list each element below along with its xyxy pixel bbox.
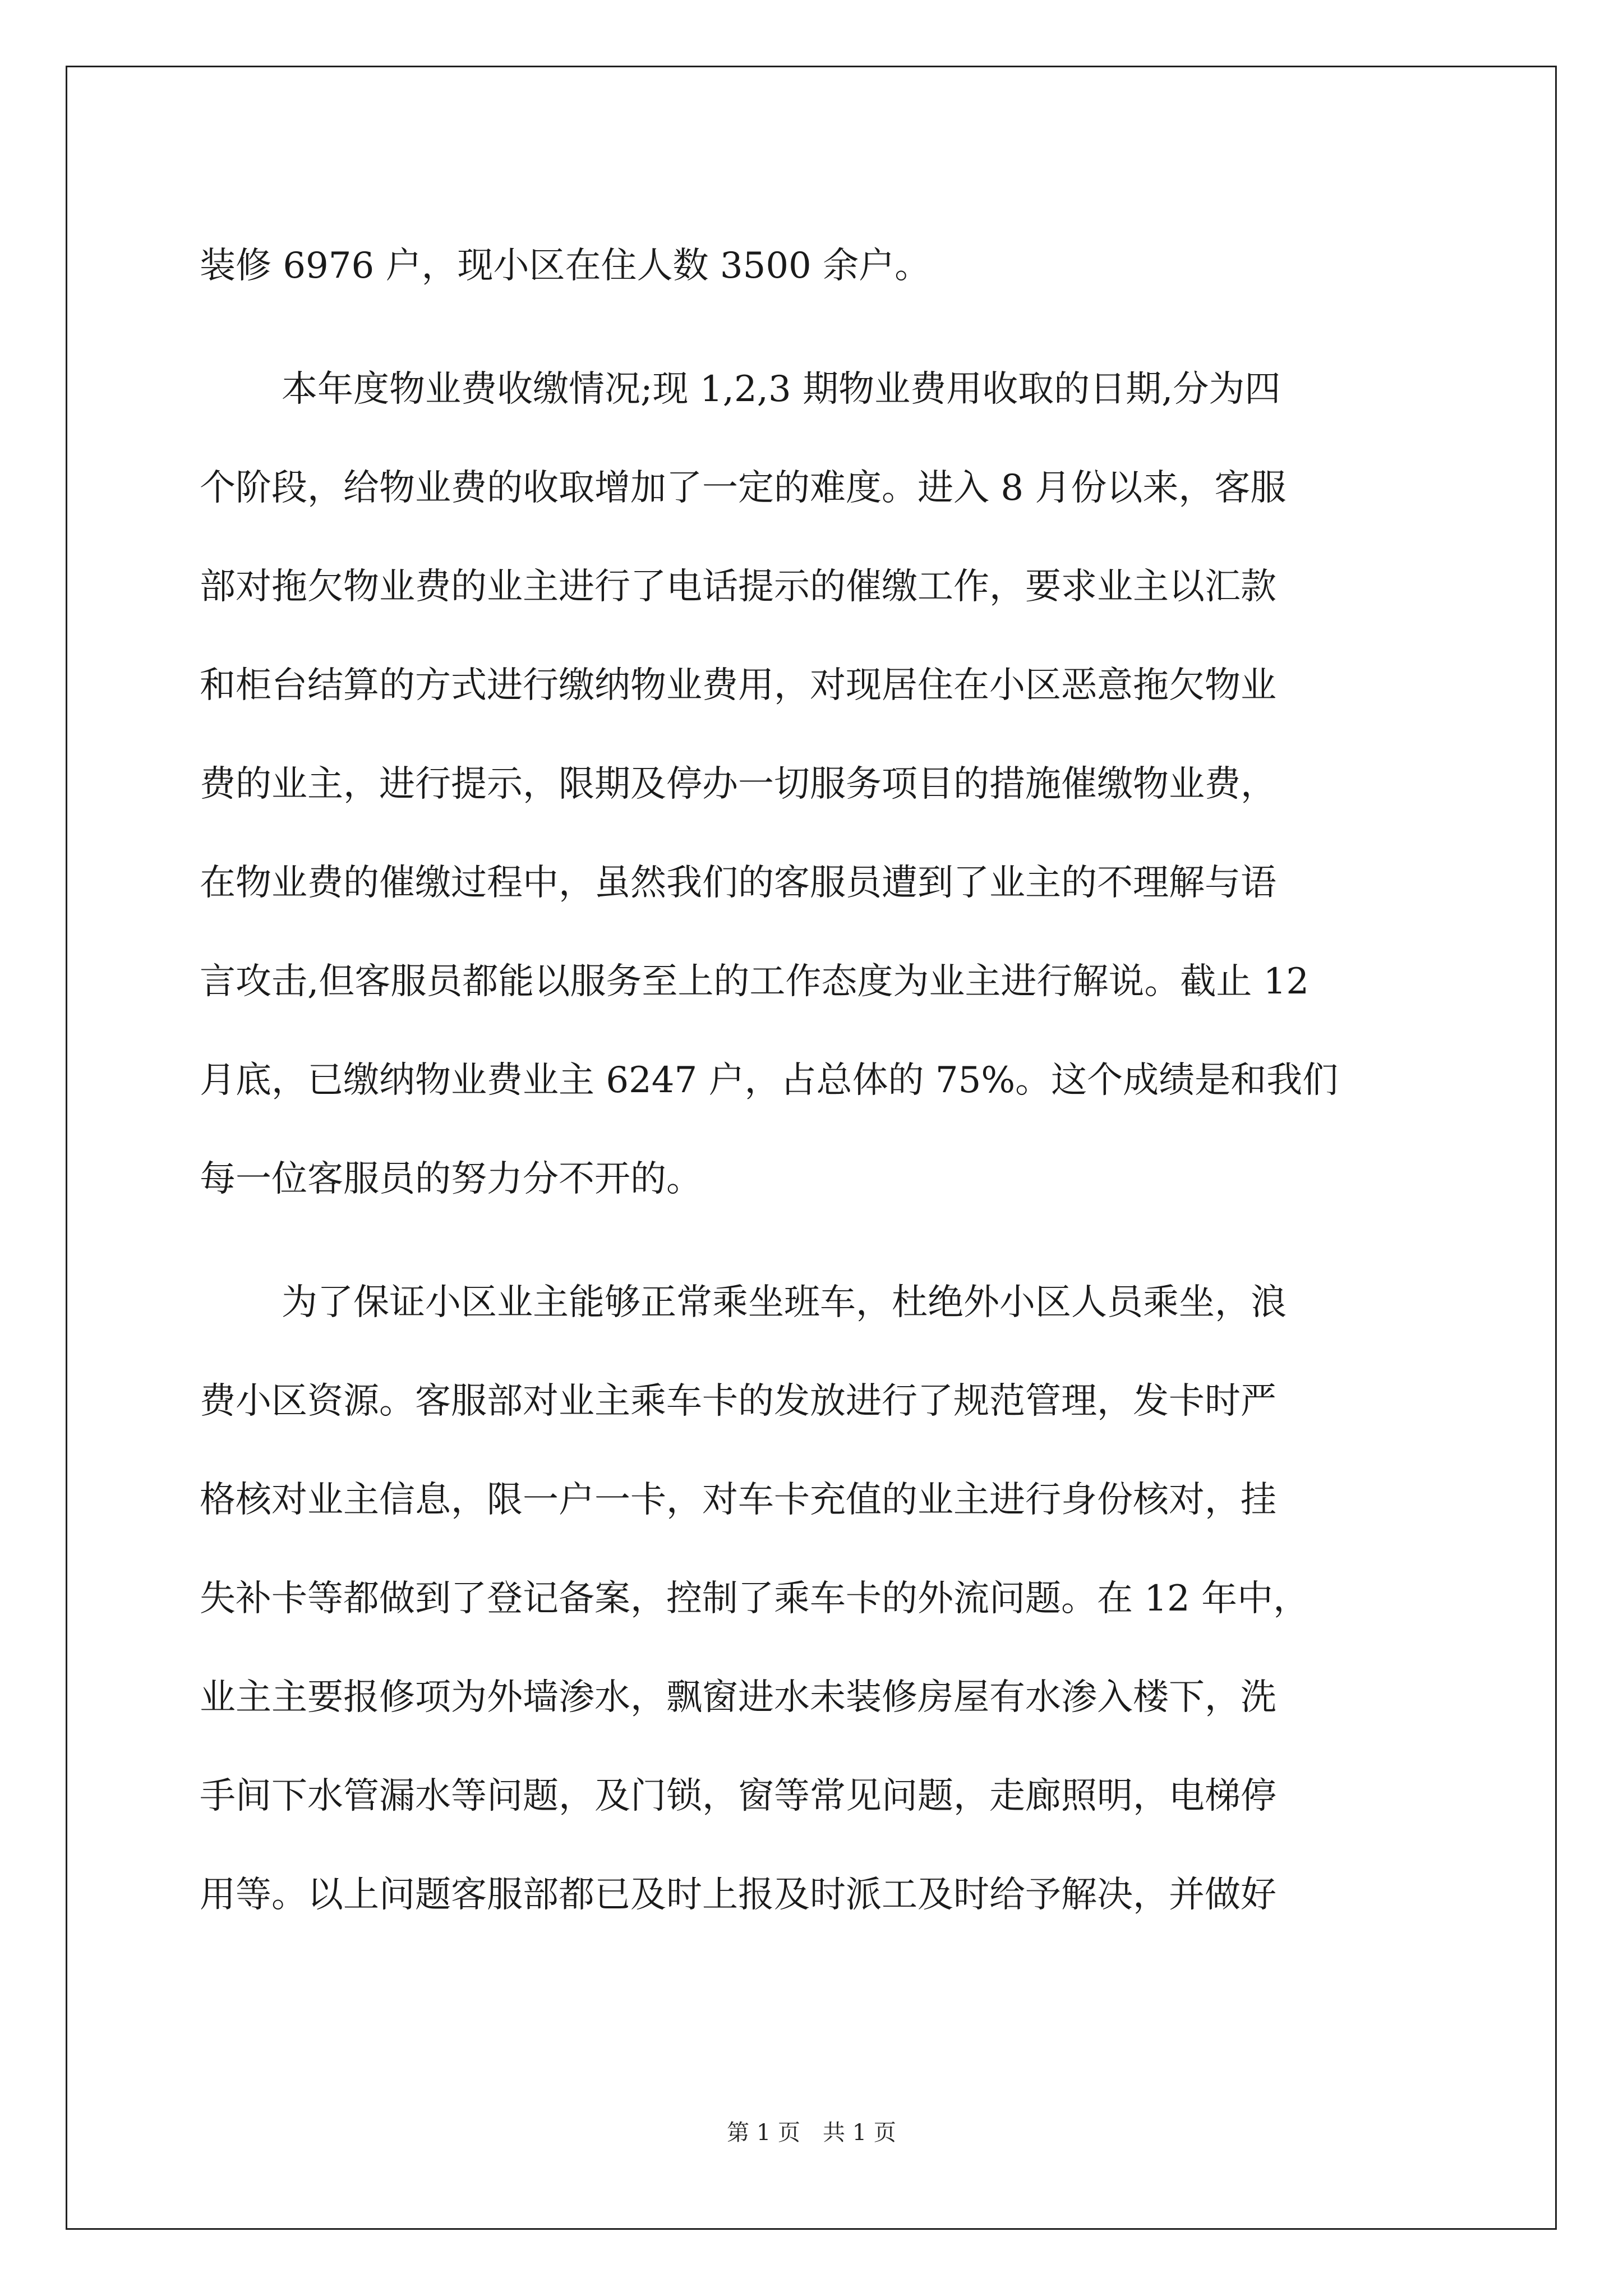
paragraph-2 xyxy=(200,340,1424,1228)
text-line: 每一位客服员的努力分不开的。 xyxy=(200,1158,702,1200)
paragraph-1 xyxy=(200,217,1424,315)
text-line: 装修 6976 户，现小区在住人数 3500 余户。 xyxy=(200,245,931,287)
text-line: 为了保证小区业主能够正常乘坐班车，杜绝外小区人员乘坐，浪 xyxy=(282,1282,1287,1323)
text-line: 月底，已缴纳物业费业主 6247 户，占总体的 75%。这个成绩是和我们 xyxy=(200,1060,1339,1101)
document-body xyxy=(200,217,1424,1944)
text-line: 格核对业主信息，限一户一卡，对车卡充值的业主进行身份核对，挂 xyxy=(200,1479,1276,1521)
text-line: 部对拖欠物业费的业主进行了电话提示的催缴工作，要求业主以汇款 xyxy=(200,566,1276,608)
text-line: 用等。以上问题客服部都已及时上报及时派工及时给予解决，并做好 xyxy=(200,1874,1276,1916)
text-line: 失补卡等都做到了登记备案，控制了乘车卡的外流问题。在 12 年中， xyxy=(200,1578,1310,1619)
text-line: 费的业主，进行提示，限期及停办一切服务项目的措施催缴物业费， xyxy=(200,763,1276,805)
text-line: 手间下水管漏水等问题，及门锁，窗等常见问题，走廊照明，电梯停 xyxy=(200,1775,1276,1817)
text-line: 费小区资源。客服部对业主乘车卡的发放进行了规范管理，发卡时严 xyxy=(200,1381,1276,1422)
text-line: 个阶段，给物业费的收取增加了一定的难度。进入 8 月份以来，客服 xyxy=(200,467,1287,509)
page-number-footer: 第 1 页 共 1 页 xyxy=(727,2120,896,2146)
text-line: 业主主要报修项为外墙渗水，飘窗进水未装修房屋有水渗入楼下，洗 xyxy=(200,1677,1276,1718)
text-line: 本年度物业费收缴情况;现 1,2,3 期物业费用收取的日期,分为四 xyxy=(282,369,1281,410)
text-line: 在物业费的催缴过程中，虽然我们的客服员遭到了业主的不理解与语 xyxy=(200,862,1276,904)
text-line: 言攻击,但客服员都能以服务至上的工作态度为业主进行解说。截止 12 xyxy=(200,961,1310,1002)
paragraph-3 xyxy=(200,1253,1424,1944)
text-line: 和柜台结算的方式进行缴纳物业费用，对现居住在小区恶意拖欠物业 xyxy=(200,665,1276,706)
